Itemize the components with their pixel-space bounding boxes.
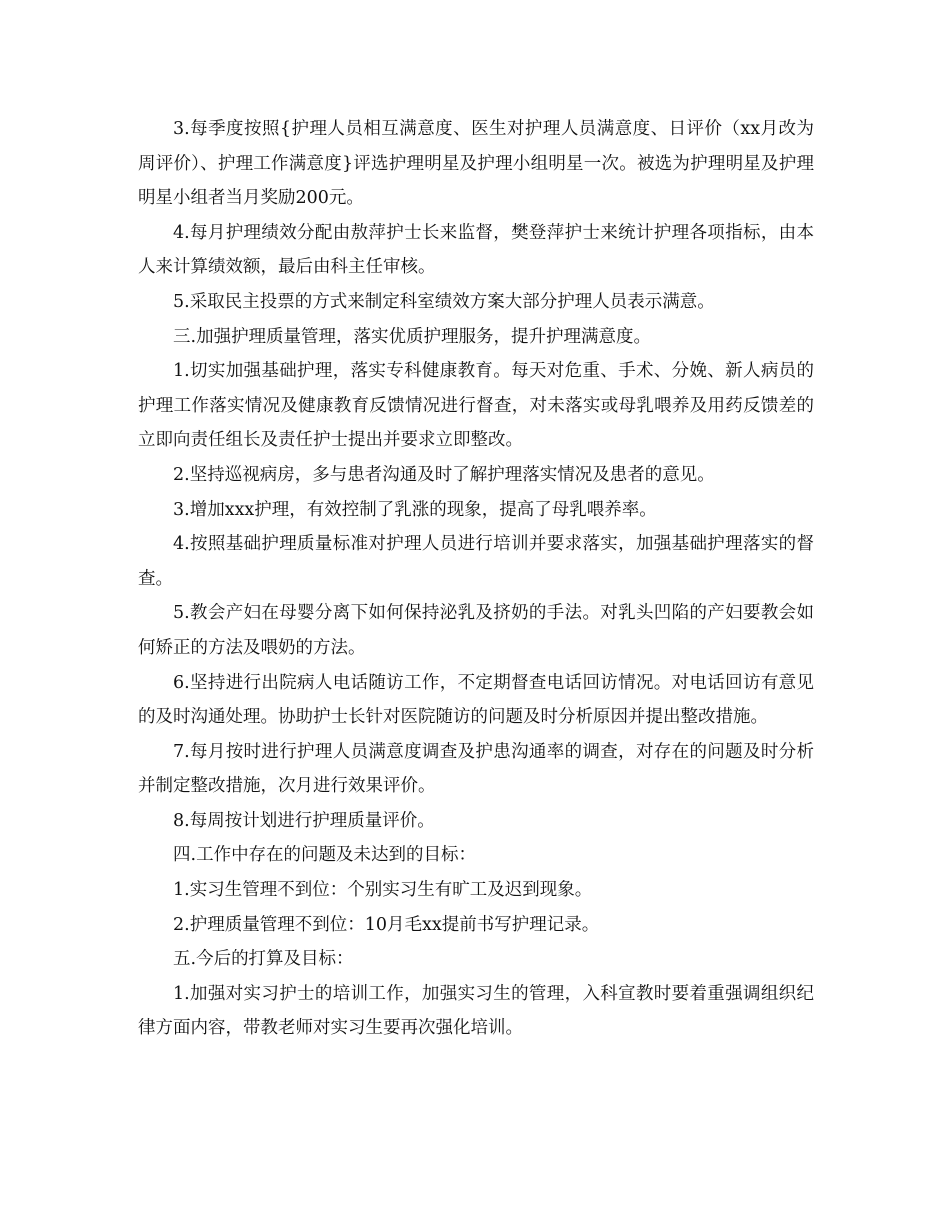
paragraph-added-nursing: 3.增加xxx护理，有效控制了乳涨的现象，提高了母乳喂养率。: [173, 499, 657, 520]
paragraph-weekly-evaluation: 8.每周按计划进行护理质量评价。: [173, 810, 435, 831]
section-heading-quality-management: 三.加强护理质量管理，落实优质护理服务，提升护理满意度。: [173, 326, 652, 347]
paragraph-intern-training-plan: 1.加强对实习护士的培训工作，加强实习生的管理，入科宣教时要着重强调组织纪律方面内容，带教老师对实习生要再次强化培训。: [138, 983, 814, 1039]
section-heading-problems: 四.工作中存在的问题及未达到的目标：: [173, 845, 477, 866]
document-body: [138, 112, 814, 1046]
paragraph-quarterly-star-award: 3.每季度按照{护理人员相互满意度、医生对护理人员满意度、日评价（xx月改为周评价）、护理工作满意度}评选护理明星及护理小组明星一次。被选为护理明星及护理明星小组者当月奖励200元。: [138, 119, 814, 209]
paragraph-democratic-vote: 5.采取民主投票的方式来制定科室绩效方案大部分护理人员表示满意。: [173, 291, 715, 312]
paragraph-intern-management-issue: 1.实习生管理不到位：个别实习生有旷工及迟到现象。: [173, 880, 593, 901]
paragraph-lactation-teaching: 5.教会产妇在母婴分离下如何保持泌乳及挤奶的手法。对乳头凹陷的产妇要教会如何矫正的方法及喂奶的方法。: [138, 603, 814, 658]
paragraph-phone-follow-up: 6.坚持进行出院病人电话随访工作，不定期督查电话回访情况。对电话回访有意见的及时沟通处理。协助护士长针对医院随访的问题及时分析原因并提出整改措施。: [138, 672, 814, 728]
paragraph-satisfaction-survey: 7.每月按时进行护理人员满意度调查及护患沟通率的调查，对存在的问题及时分析并制定整改措施，次月进行效果评价。: [138, 741, 814, 797]
paragraph-basic-nursing: 1.切实加强基础护理，落实专科健康教育。每天对危重、手术、分娩、新人病员的护理工作落实情况及健康教育反馈情况进行督查，对未落实或母乳喂养及用药反馈差的立即向责任组长及责任护士提出并要求立即整改。: [138, 361, 814, 451]
paragraph-performance-distribution: 4.每月护理绩效分配由敖萍护士长来监督，樊登萍护士来统计护理各项指标，由本人来计算绩效额，最后由科主任审核。: [138, 222, 814, 278]
section-heading-future-plans: 五.今后的打算及目标：: [173, 949, 354, 970]
paragraph-ward-rounds: 2.坚持巡视病房，多与患者沟通及时了解护理落实情况及患者的意见。: [173, 464, 715, 485]
paragraph-training-standards: 4.按照基础护理质量标准对护理人员进行培训并要求落实，加强基础护理落实的督查。: [138, 534, 814, 589]
paragraph-quality-management-issue: 2.护理质量管理不到位：10月毛xx提前书写护理记录。: [173, 914, 600, 935]
